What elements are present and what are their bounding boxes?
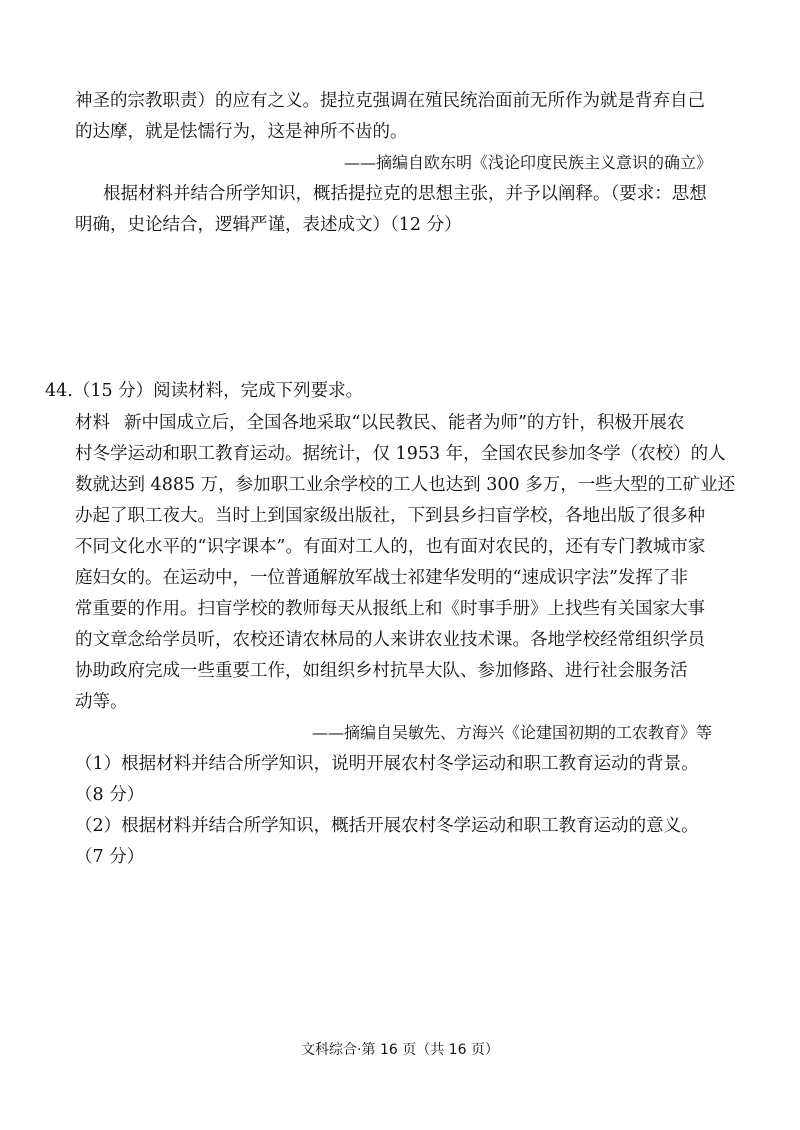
passage-source: ——摘编自欧东明《浅论印度民族主义意识的确立》: [343, 153, 712, 172]
passage-line-2: 的达摩，就是怯懦行为，这是神所不齿的。: [75, 122, 408, 142]
passage-line-1: 神圣的宗教职责）的应有之义。提拉克强调在殖民统治面前无所作为就是背弃自己: [75, 91, 705, 111]
sub-question-1: （1）根据材料并结合所学知识，说明开展农村冬学运动和职工教育运动的背景。: [75, 754, 699, 774]
question-43-prompt-line-2: 明确，史论结合，逻辑严谨，表述成文）（12 分）: [75, 215, 462, 235]
material-line: 不同文化水平的“识字课本”。有面对工人的，也有面对农民的，还有专门教城市家: [75, 537, 706, 557]
material-line: 庭妇女的。在运动中，一位普通解放军战士祁建华发明的“速成识字法”发挥了非: [75, 568, 688, 588]
material-line-1: [75, 410, 684, 436]
sub-question-1-score: （8 分）: [75, 785, 145, 805]
material-label: 材料: [75, 413, 110, 433]
material-line: 协助政府完成一些重要工作，如组织乡村抗旱大队、参加修路、进行社会服务活: [75, 661, 688, 681]
question-44-number: 44.: [45, 381, 73, 401]
material-line: 村冬学运动和职工教育运动。据统计，仅 1953 年，全国农民参加冬学（农校）的人: [75, 444, 726, 464]
question-44-header: [45, 378, 363, 404]
material-line: 的文章念给学员听，农校还请农林局的人来讲农业技术课。各地学校经常组织学员: [75, 630, 705, 650]
material-text-start: 新中国成立后，全国各地采取“以民教民、能者为师”的方针，积极开展农: [124, 413, 685, 433]
material-line: 数就达到 4885 万，参加职工业余学校的工人也达到 300 多万，一些大型的工矿业还: [75, 475, 736, 495]
material-line: 动等。: [75, 692, 128, 712]
question-43-prompt-line-1: 根据材料并结合所学知识，概括提拉克的思想主张，并予以阐释。（要求：思想: [103, 184, 707, 204]
sub-question-2: （2）根据材料并结合所学知识，概括开展农村冬学运动和职工教育运动的意义。: [75, 816, 699, 836]
sub-question-2-score: （7 分）: [75, 847, 145, 867]
material-line: 办起了职工夜大。当时上到国家级出版社，下到县乡扫盲学校，各地出版了很多种: [75, 506, 705, 526]
material-source: ——摘编自吴敏先、方海兴《论建国初期的工农教育》等: [311, 723, 712, 742]
question-44-instruction: （15 分）阅读材料，完成下列要求。: [72, 381, 364, 401]
page-footer: 文科综合·第 16 页（共 16 页）: [301, 1042, 499, 1058]
material-line: 常重要的作用。扫盲学校的教师每天从报纸上和《时事手册》上找些有关国家大事: [75, 599, 705, 619]
